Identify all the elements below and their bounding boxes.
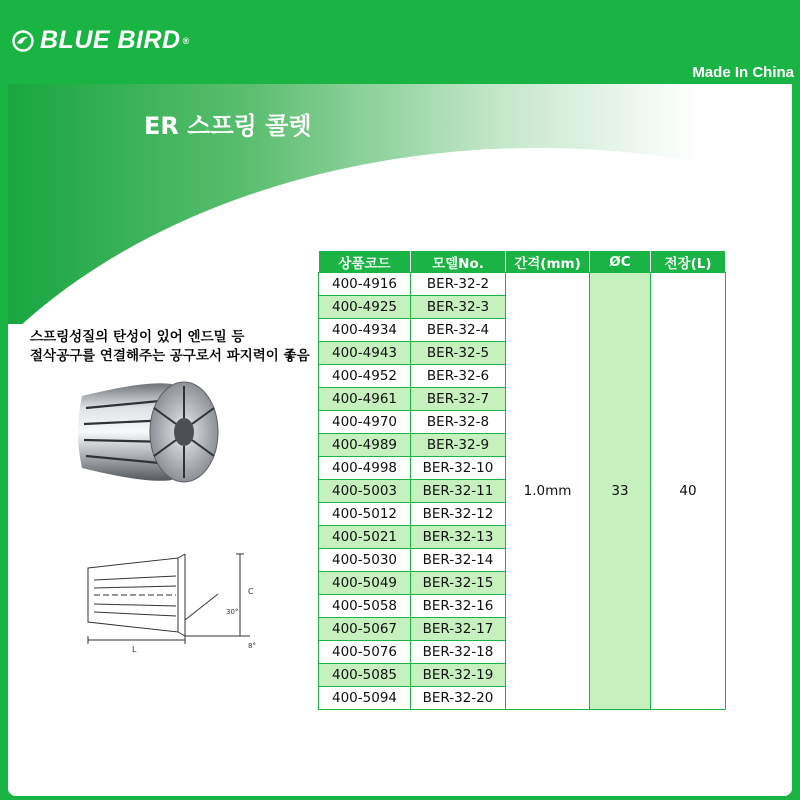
collet-technical-drawing (80, 550, 270, 660)
header-gap: 간격(mm) (506, 251, 590, 273)
spec-table (318, 250, 726, 710)
gap-cell: 1.0mm (506, 273, 590, 710)
product-code-cell: 400-5058 (319, 595, 411, 618)
header-bar (0, 0, 800, 84)
spec-table-header (319, 251, 726, 273)
bird-emblem-icon (12, 30, 34, 52)
product-code-cell: 400-5049 (319, 572, 411, 595)
product-code-cell: 400-5094 (319, 687, 411, 710)
trademark-mark: ® (182, 35, 190, 46)
page-title: ER 스프링 콜렛 (144, 112, 312, 140)
header-model-no: 모델No. (411, 251, 506, 273)
header-product-code: 상품코드 (319, 251, 411, 273)
product-code-cell: 400-4925 (319, 296, 411, 319)
collet-photo (72, 378, 222, 486)
model-cell: BER-32-5 (411, 342, 506, 365)
description-line-1: 스프링성질의 탄성이 있어 엔드밀 등 (30, 329, 245, 345)
brand-name: BLUE BIRD (40, 26, 181, 54)
model-cell: BER-32-15 (411, 572, 506, 595)
origin-label: Made In China (692, 64, 794, 81)
product-code-cell: 400-5076 (319, 641, 411, 664)
model-cell: BER-32-19 (411, 664, 506, 687)
table-row (319, 273, 726, 296)
product-code-cell: 400-4952 (319, 365, 411, 388)
product-code-cell: 400-5030 (319, 549, 411, 572)
model-cell: BER-32-3 (411, 296, 506, 319)
product-description (30, 328, 310, 366)
model-cell: BER-32-13 (411, 526, 506, 549)
product-code-cell: 400-5085 (319, 664, 411, 687)
angle-label-30: 30° (226, 608, 239, 616)
product-code-cell: 400-4943 (319, 342, 411, 365)
model-cell: BER-32-9 (411, 434, 506, 457)
model-cell: BER-32-14 (411, 549, 506, 572)
product-code-cell: 400-5003 (319, 480, 411, 503)
model-cell: BER-32-20 (411, 687, 506, 710)
description-line-2: 절삭공구를 연결해주는 공구로서 파지력이 좋음 (30, 348, 310, 364)
product-code-cell: 400-4961 (319, 388, 411, 411)
length-cell: 40 (651, 273, 726, 710)
model-cell: BER-32-12 (411, 503, 506, 526)
angle-label-8: 8° (248, 642, 256, 650)
header-diameter: ØC (590, 251, 651, 273)
product-code-cell: 400-4970 (319, 411, 411, 434)
model-cell: BER-32-10 (411, 457, 506, 480)
model-cell: BER-32-11 (411, 480, 506, 503)
product-code-cell: 400-4916 (319, 273, 411, 296)
model-cell: BER-32-7 (411, 388, 506, 411)
product-code-cell: 400-5021 (319, 526, 411, 549)
model-cell: BER-32-16 (411, 595, 506, 618)
model-cell: BER-32-6 (411, 365, 506, 388)
model-cell: BER-32-8 (411, 411, 506, 434)
product-code-cell: 400-4989 (319, 434, 411, 457)
brand-logo (12, 26, 190, 55)
model-cell: BER-32-2 (411, 273, 506, 296)
product-code-cell: 400-5012 (319, 503, 411, 526)
model-cell: BER-32-4 (411, 319, 506, 342)
header-length: 전장(L) (651, 251, 726, 273)
dimension-label-c: C (248, 587, 254, 596)
product-code-cell: 400-5067 (319, 618, 411, 641)
diameter-cell: 33 (590, 273, 651, 710)
model-cell: BER-32-18 (411, 641, 506, 664)
product-code-cell: 400-4998 (319, 457, 411, 480)
model-cell: BER-32-17 (411, 618, 506, 641)
dimension-label-l: L (132, 645, 137, 654)
product-code-cell: 400-4934 (319, 319, 411, 342)
